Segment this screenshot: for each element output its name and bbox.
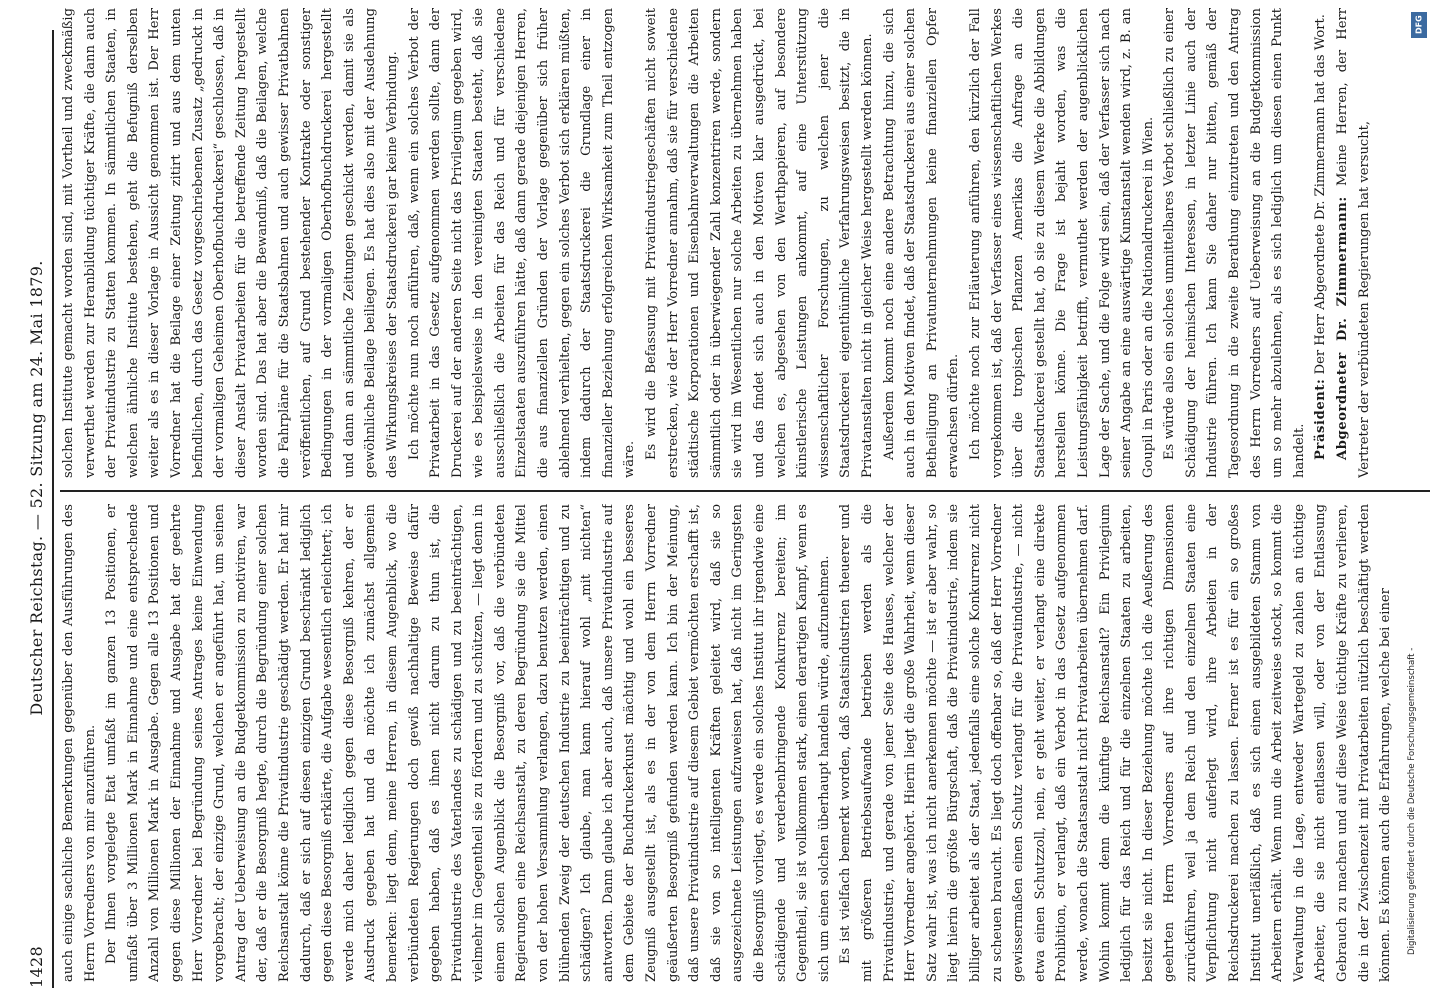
paragraph: Außerdem kommt noch eine andere Betrachtung hinzu, die sich auch in den Motiven findet, daß der Staatsdruckerei aus einer solchen Betheiligung an Privatunternehmungen keine finanziellen Opfer erwachsen dürfen. [881, 8, 962, 478]
speech-text: Der Herr Abgeordnete Dr. Zimmermann hat das Wort. [1313, 14, 1329, 375]
speech-text: Meine Herren, der Herr Vertreter der verbündeten Regierungen hat versucht, [1335, 8, 1372, 478]
running-head [24, 30, 48, 988]
paragraph: Ich möchte noch zur Erläuterung anführen, den kürzlich der Fall vorgekommen ist, daß der Verfasser eines wissenschaftlichen Werkes über die tropischen Pflanzen Amerikas die Anfrage an die Staatsdruckerei gestellt hat, ob sie zu diesem Werke die Abbildungen herstellen könne. Die Frage ist bejaht worden, was die Leistungsfähigkeit betrifft, vermuthet werden der augenblicklichen Lage der Sache, und die Folge wird sein, daß der Verfasser sich nach seiner Angabe an eine auswärtige Kunstanstalt wenden wird, z. B. an Goupil in Paris oder an die Nationaldruckerei in Wien. [967, 8, 1156, 478]
paragraph: solchen Institute gemacht worden sind, mit Vortheil und zweckmäßig verwerthet werden zur Heranbildung tüchtiger Kräfte, die dann auch der Privatindustrie zu Statten kommen. In sämmtlichen Staaten, in welchen ähnliche Institute bestehen, geht die Befugniß derselben weiter als es in dieser Vorlage in Aussicht genommen ist. Der Herr Vorredner hat die Beilage einer Zeitung zitirt und aus dem unten befindlichen, durch das Gesetz vorgeschriebenen Zusatz „gedruckt in der vormaligen Geheimen Oberhofbuchdruckerei“ geschlossen, daß in dieser Anstalt Privatarbeiten für die betreffende Zeitung hergestellt worden sind. Das hat aber die Bewandniß, daß die Beilagen, welche die Fahrpläne für die Staatsbahnen und auch gewisser Privatbahnen veröffentlichen, auf Grund bestehender Kontrakte oder sonstiger Bedingungen in der vormaligen Oberhofbuchdruckerei hergestellt und dann an sämmtliche Zeitungen geschickt werden, damit sie als gewöhnliche Beilage beiliegen. Es hat dies also mit der Ausdehnung des Wirkungskreises der Staatsdruckerei gar keine Verbindung. [61, 8, 400, 478]
header-rule [52, 30, 54, 988]
page-header-title: Deutscher Reichstag. — 52. Sitzung am 24. Mai 1879. [26, 260, 46, 716]
paragraph: Es würde also ein solches unmittelbares Verbot schließlich zu einer Schädigung der heimischen Interessen, in letzter Linie auch der Industrie führen. Ich kann Sie daher nur bitten, gemäß der Tagesordnung in die zweite Berathung einzutreten und den Antrag des Herrn Vorredners auf Ueberweisung an die Budgetkommission um so mehr abzulehnen, als es sich lediglich um diesen einen Punkt handelt. [1162, 8, 1307, 478]
paragraph: Ich möchte nun noch anführen, daß, wenn ein solches Verbot der Privatarbeit in das Gesetz aufgenommen werden sollte, dann der Druckerei auf der anderen Seite nicht das Privilegium gegeben wird, wie es beispielsweise in den vereinigten Staaten besteht, daß sie ausschließlich die Arbeiten für das Reich und für verschiedene Einzelstaaten auszuführen hätte, daß dann gerade diejenigen Herren, die aus finanziellen Gründen der Vorlage gegenüber sich früher ablehnend verhielten, gegen ein solches Verbot sich erklären müßten, indem dadurch der Staatsdruckerei die Grundlage einer in finanzieller Beziehung erfolgreichen Wirksamkeit zum Theil entzogen wäre. [406, 8, 638, 478]
paragraph: Es wird die Befassung mit Privatindustriegeschäften nicht soweit erstrecken, wie der Herr Vorredner annahm, daß sie für verschiedene städtische Korporationen und Eisenbahnverwaltungen die Arbeiten sämmtlich oder in überwiegender Zahl konzentriren werde, sondern sie wird im Wesentlichen nur solche Arbeiten zu übernehmen haben und das findet sich auch in den Motiven klar ausgedrückt, bei welchen es, abgesehen von den Werthpapieren, auf besondere künstlerische Leistungen ankommt, auf eine Unterstützung wissenschaftlicher Forschungen, zu welchen jener die Staatsdruckerei eigenthümliche Verfahrungsweisen besitzt, die in Privatanstalten nicht in gleicher Weise hergestellt werden können. [644, 8, 875, 478]
paragraph: Es ist vielfach bemerkt worden, daß Staatsindustrien theuerer und mit größeren Betriebsaufwande betrieben werden als die Privatindustrie, und gerade von jener Seite des Hauses, welcher der Herr Vorredner angehört. Hierin liegt die große Wahrheit, wenn dieser Satz wahr ist, was ich nicht anerkennen möchte — ist er aber wahr, so liegt hierin die größte Bürgschaft, daß die Privatindustrie, indem sie billiger arbeitet als der Staat, jedenfalls eine solche Konkurrenz nicht zu scheuen braucht. Es liegt doch offenbar so, daß der Herr Vorredner gewissermaßen einen Schutz verlangt für die Privatindustrie, — nicht etwa einen Schutzzoll, nein, er geht weiter, er verlangt eine direkte Prohibition, er verlangt, daß ein Verbot in das Gesetz aufgenommen werde, wonach die Staatsanstalt nicht Privatarbeiten übernehmen darf. Wohin kommt denn die künftige Reichsanstalt? Ein Privilegium lediglich für das Reich und für die einzelnen Staaten zu arbeiten, besitzt sie nicht. In dieser Beziehung möchte ich die Aeußerung des geehrten Herrn Vorredners auf ihre richtigen Dimensionen zurückführen, weil ja dem Reich und den einzelnen Staaten eine Verpflichtung nicht auferlegt wird, ihre Arbeiten in der Reichsdruckerei machen zu lassen. Ferner ist es für ein so großes Institut unerläßlich, daß es sich einen ausgebildeten Stamm von Arbeitern erhält. Wenn nun die Arbeit zeitweise stockt, so kommt die Verwaltung in die Lage, entweder Wartegeld zu zahlen an tüchtige Arbeiter, die sie nicht entlassen will, oder von der Entlassung Gebrauch zu machen und auf diese Weise tüchtige Kräfte zu verlieren, die in der Zwischenzeit mit Privatarbeiten nützlich beschäftigt werden können. Es können auch die Erfahrungen, welche bei einer [838, 504, 1394, 982]
dfg-logo: DFG [1411, 12, 1427, 38]
speaker-name: Präsident: [1313, 378, 1329, 460]
right-column [58, 8, 1432, 478]
page-number: 1428 [26, 946, 46, 988]
paragraph: Der Ihnen vorgelegte Etat umfaßt im ganzen 13 Positionen, er umfaßt über 3 Millionen Mark in Einnahme und eine entsprechende Anzahl von Millionen Mark in Ausgabe. Gegen alle 13 Positionen und gegen diese Millionen der Einnahme und Ausgabe hat der geehrte Herr Vorredner bei Begründung seines Antrages keine Einwendung vorgebracht; der einzige Grund, welchen er angeführt hat, um seinen Antrag der Ueberweisung an die Budgetkommission zu motiviren, war der, daß er die Besorgniß hegte, durch die Begründung einer solchen Reichsanstalt könne die Privatindustrie geschädigt werden. Er hat mir dadurch, daß er sich auf diesen einzigen Grund beschränkt lediglich gegen diese Besorgniß erklärte, die Aufgabe wesentlich erleichtert; ich werde mich daher lediglich gegen diese Besorgniß kehren, der er Ausdruck gegeben hat und da möchte ich zunächst allgemein bemerken: liegt denn, meine Herren, in diesem Augenblick, wo die verbündeten Regierungen doch gewiß nachhaltige Beweise dafür gegeben haben, daß es ihnen nicht darum zu thun ist, die Privatindustrie des Vaterlandes zu schädigen und zu beeinträchtigen, vielmehr im Gegentheil sie zu fördern und zu schützen, — liegt denn in einem solchen Augenblick die Besorgniß vor, daß die verbündeten Regierungen eine Reichsanstalt, zu deren Begründung sie die Mittel von der hohen Versammlung verlangen, dazu benutzen werden, einen blühenden Zweig der deutschen Industrie zu beeinträchtigen und zu schädigen? Ich glaube, man kann hierauf wohl „mit nichten“ antworten. Dann glaube ich aber auch, daß unsere Privatindustrie auf dem Gebiete der Buchdruckerkunst mächtig und wohl ein besseres Zeugniß ausgestellt ist, als es in der von dem Herrn Vorredner geäußerten Besorgniß gefunden werden kann. Ich bin der Meinung, daß unsere Privatindustrie auf diesem Gebiet vermöchten erschafft ist, daß sie von so intelligenten Kräften geleitet wird, daß sie so ausgezeichnete Leistungen aufzuweisen hat, daß nicht im Geringsten die Besorgniß vorliegt, es werde ein solches Institut ihr irgendwie eine schädigende und verderbenbringende Konkurrenz bereiten; im Gegentheil, sie ist vollkommen stark, einen derartigen Kampf, wenn es sich um einen solchen überhaupt handeln würde, aufzunehmen. [104, 504, 832, 982]
speech-president [1310, 8, 1332, 478]
paragraph: auch einige sachliche Bemerkungen gegenüber den Ausführungen des Herrn Vorredners von mir anzuführen. [61, 504, 98, 982]
column-divider [60, 490, 1430, 492]
speech-zimmermann [1332, 8, 1375, 478]
left-column [58, 504, 1432, 982]
speaker-name: Abgeordneter Dr. Zimmermann: [1335, 196, 1351, 460]
digitization-credit: Digitalisierung gefördert durch die Deutsche Forschungsgemeinschaft - [1407, 647, 1417, 955]
